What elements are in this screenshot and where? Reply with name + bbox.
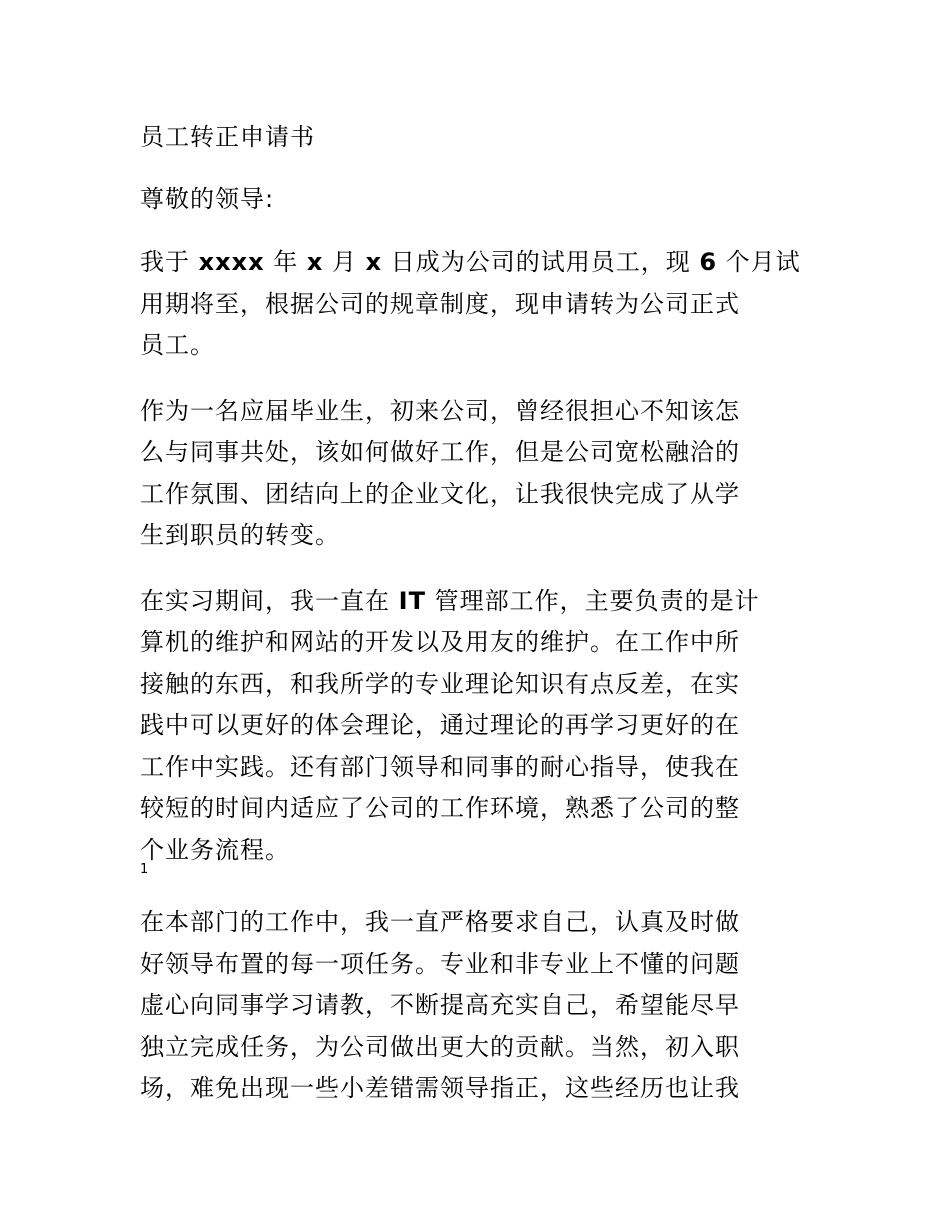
paragraph-internship (140, 581, 820, 872)
paragraph-graduate (140, 391, 820, 557)
paragraph-line: 践中可以更好的体会理论，通过理论的再学习更好的在 (140, 711, 740, 739)
months-count: 6 (699, 248, 718, 276)
paragraph-line: 独立完成任务，为公司做出更大的贡献。当然，初入职 (140, 1032, 740, 1061)
document-body (140, 118, 820, 871)
day-placeholder: x (365, 248, 383, 276)
paragraph-line: 员工。 (140, 331, 215, 359)
paragraph-line: 工作氛围、团结向上的企业文化，让我很快完成了从学 (140, 479, 740, 508)
paragraph-line: 作为一名应届毕业生，初来公司，曾经很担心不知该怎 (140, 396, 740, 425)
paragraph-line: 好领导布置的每一项任务。专业和非专业上不懂的问题 (140, 949, 740, 978)
paragraph-probation (140, 242, 820, 367)
paragraph-line: 场，难免出现一些小差错需领导指正，这些经历也让我 (140, 1074, 740, 1102)
paragraph-line: 在实习期间，我一直在 IT 管理部工作，主要负责的是计 (140, 586, 760, 615)
paragraph-line: 接触的东西，和我所学的专业理论知识有点反差，在实 (140, 669, 740, 698)
paragraph-line: 算机的维护和网站的开发以及用友的维护。在工作中所 (140, 628, 740, 656)
paragraph-line: 工作中实践。还有部门领导和同事的耐心指导，使我在 (140, 752, 740, 781)
paragraph-line: 较短的时间内适应了公司的工作环境，熟悉了公司的整 (140, 794, 740, 822)
paragraph-line: 虚心向同事学习请教，不断提高充实自己，希望能尽早 (140, 991, 740, 1019)
department-abbr: IT (398, 586, 426, 615)
paragraph-line: 么与同事共处，该如何做好工作，但是公司宽松融洽的 (140, 438, 740, 466)
salutation: 尊敬的领导: (140, 185, 275, 213)
paragraph-line: 我于 xxxx 年 x 月 x 日成为公司的试用员工，现 6 个月试 (140, 248, 801, 276)
year-placeholder: xxxx (198, 248, 265, 276)
paragraph-department-work (140, 902, 820, 1110)
paragraph-line: 个业务流程。 (140, 835, 290, 864)
paragraph-line: 生到职员的转变。 (140, 521, 340, 549)
paragraph-line: 在本部门的工作中，我一直严格要求自己，认真及时做 (140, 908, 740, 936)
document-title: 员工转正申请书 (140, 123, 315, 151)
page-number: 1 (140, 862, 149, 877)
month-placeholder: x (306, 248, 324, 276)
document-body-continued (140, 902, 820, 1110)
paragraph-line: 用期将至，根据公司的规章制度，现申请转为公司正式 (140, 289, 740, 318)
